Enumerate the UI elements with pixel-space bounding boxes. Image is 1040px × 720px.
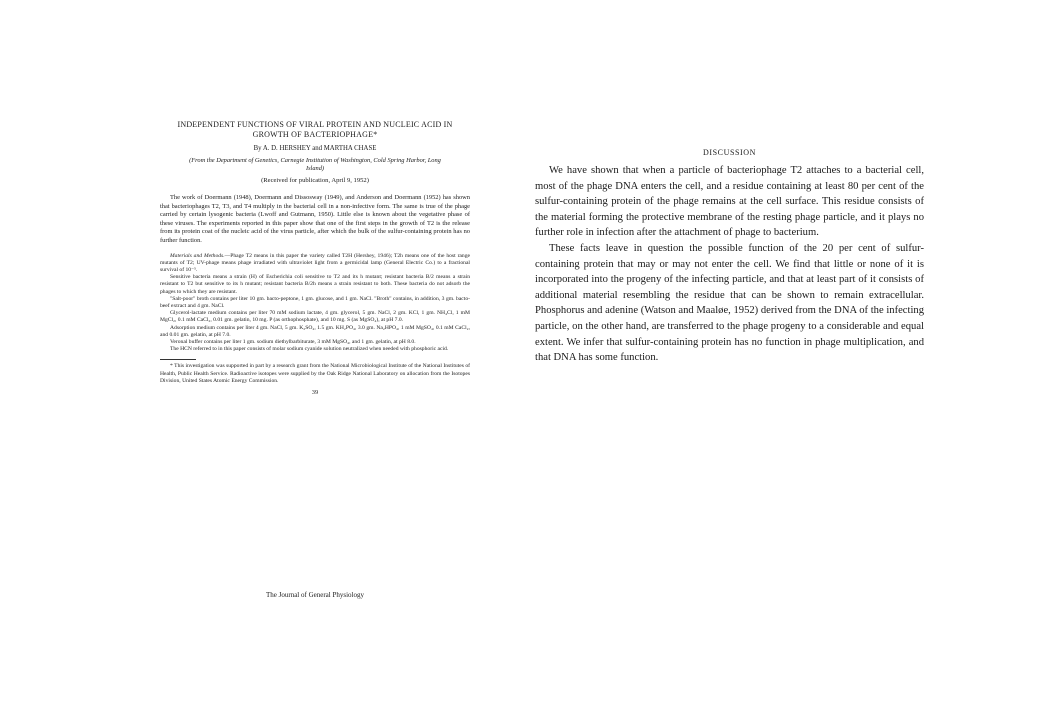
author-affiliation: (From the Department of Genetics, Carnegie Institution of Washington, Cold Spring Harbor, Long Island) <box>189 156 441 172</box>
footnote: * This investigation was supported in part by a research grant from the National Microbiological Institute of the National Institutes of Health, Public Health Service. Radioactive isotopes were supplied by the Oak Ridge National Laboratory on allocation from the Isotopes Division, United States Atomic Energy Commission. <box>160 363 470 384</box>
journal-name: The Journal of General Physiology <box>266 591 364 599</box>
discussion-paragraph: We have shown that when a particle of bacteriophage T2 attaches to a bacterial cell, most of the phage DNA enters the cell, and a residue containing at least 80 per cent of the sulfur-containing protein of the phage remains at the cell surface. This residue consists of the material forming the protective membrane of the resting phage particle, and it plays no further role in infection after the attachment of phage to bacterium. <box>535 165 924 239</box>
footnote-divider <box>160 359 196 360</box>
discussion-heading: DISCUSSION <box>702 148 757 157</box>
article-title: INDEPENDENT FUNCTIONS OF VIRAL PROTEIN AND NUCLEIC ACID IN GROWTH OF BACTERIOPHAGE* <box>177 120 453 139</box>
right-page <box>535 148 924 366</box>
hcn-paragraph: The HCN referred to in this paper consists of molar sodium cyanide solution neutralized when needed with phosphoric acid. <box>170 346 449 353</box>
article-authors: By A. D. HERSHEY and MARTHA CHASE <box>253 145 377 152</box>
discussion-paragraph: These facts leave in question the possible function of the 20 per cent of sulfur-containing protein that may or may not enter the cell. We find that little or none of it is incorporated into the progeny of the infecting particle, and that at least part of it consists of additional material resembling the residue that can be shown to remain extracellular. Phosphorus and adenine (Watson and Maaløe, 1952) derived from the DNA of the infecting particle, on the other hand, are transferred to the phage progeny to a considerable and equal extent. We infer that sulfur-containing protein has no function in phage multiplication, and that DNA has some function. <box>535 242 924 364</box>
left-page <box>160 120 470 398</box>
methods-text: —Phage T2 means in this paper the variety called T2H (Hershey, 1946); T2h means one of the host range mutants of T2; UV-phage means phage irradiated with ultraviolet light from a germicidal lamp (General Electric Co.) to a fractional survival of 10⁻⁵. <box>160 252 470 273</box>
received-date: (Received for publication, April 9, 1952) <box>261 177 369 185</box>
intro-paragraph: The work of Doermann (1948), Doermann and Dissosway (1949), and Anderson and Doermann (1952) has shown that bacteriophages T2, T3, and T4 multiply in the bacterial cell in a non-infective form. The same is true of the phage carried by certain lysogenic bacteria (Lwoff and Gutmann, 1950). Little else is known about the vegetative phase of these viruses. The experiments reported in this paper show that one of the first steps in the growth of T2 is the release from its protein coat of the nucleic acid of the virus particle, after which the bulk of the sulfur-containing protein has no further function. <box>160 194 470 244</box>
bacteria-paragraph: Sensitive bacteria means a strain (H) of Escherichia coli sensitive to T2 and its h mutant; resistant bacteria B/2 means a strain resistant to T2 but sensitive to its h mutant; resistant bacteria B/2h means a strain resistant to both. These bacteria do not adsorb the phages to which they are resistant. <box>160 274 470 295</box>
methods-paragraph <box>160 253 470 275</box>
glycerol-paragraph: Glycerol-lactate medium contains per liter 70 mM sodium lactate, 4 gm. glycerol, 5 gm. NaCl, 2 gm. KCl, 1 gm. NH₄Cl, 1 mM MgCl₂, 0.1 mM CaCl₂, 0.01 gm. gelatin, 10 mg. P (as orthophosphate), and 10 mg. S (as MgSO₄), at pH 7.0. <box>160 310 470 324</box>
adsorption-paragraph: Adsorption medium contains per liter 4 gm. NaCl, 5 gm. K₂SO₄, 1.5 gm. KH₂PO₄, 3.0 gm. Na₂HPO₄, 1 mM MgSO₄, 0.1 mM CaCl₂, and 0.01 gm. gelatin, at pH 7.0. <box>160 324 470 338</box>
veronal-paragraph: Veronal buffer contains per liter 1 gm. sodium diethylbarbiturate, 3 mM MgSO₄, and 1 gm. gelatin, at pH 8.0. <box>170 339 416 345</box>
page-number: 39 <box>311 389 319 397</box>
methods-heading: Materials and Methods. <box>170 252 225 259</box>
broth-paragraph: "Salt-poor" broth contains per liter 10 gm. bacto-peptone, 1 gm. glucose, and 1 gm. NaCl. "Broth" contains, in addition, 3 gm. bacto-beef extract and 4 gm. NaCl. <box>160 295 470 309</box>
